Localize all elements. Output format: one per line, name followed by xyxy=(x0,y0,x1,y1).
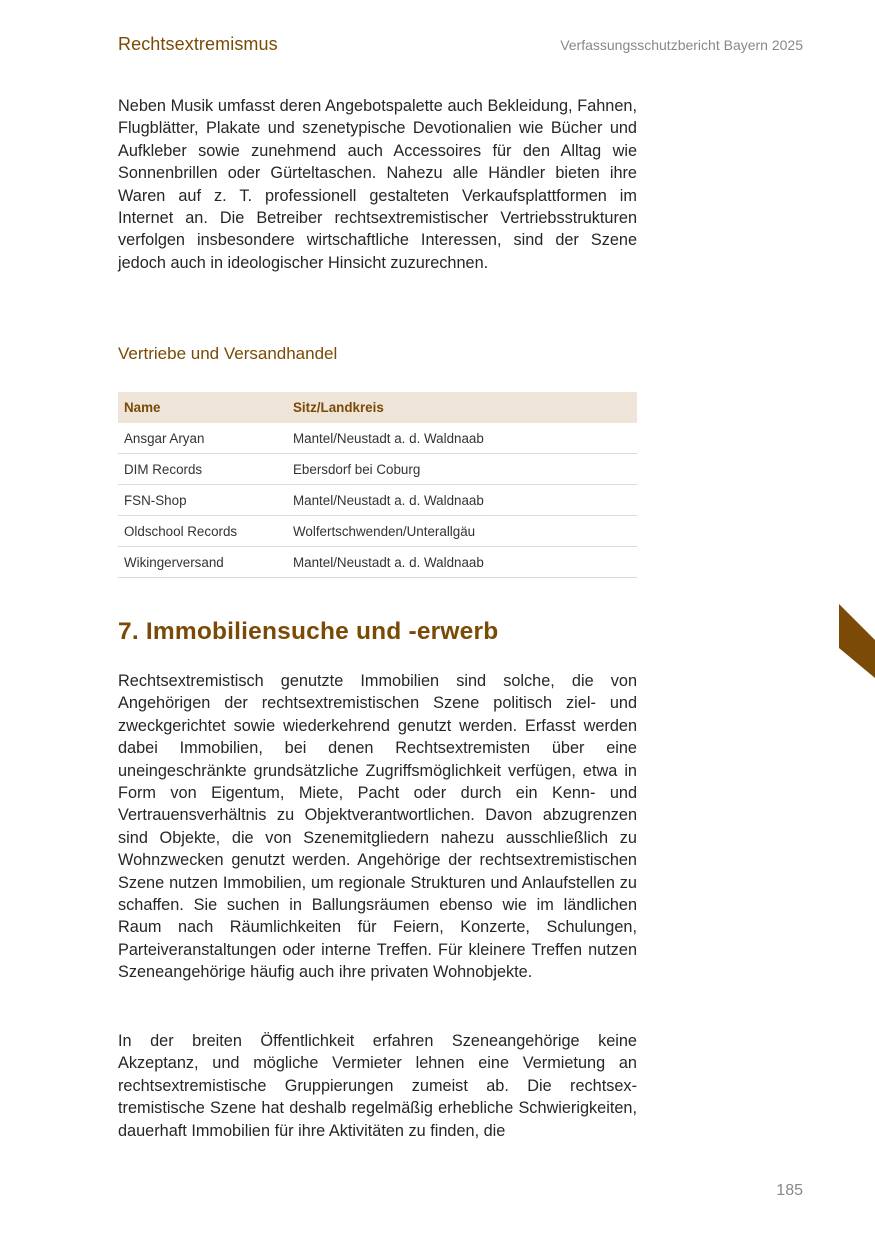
running-header-report-title: Verfassungsschutzbericht Bayern 2025 xyxy=(560,37,803,53)
table-row xyxy=(118,423,637,454)
vendor-location-cell: Mantel/Neustadt a. d. Waldnaab xyxy=(287,423,637,454)
vendor-name-cell: Ansgar Aryan xyxy=(118,423,287,454)
table-header-row xyxy=(118,392,637,423)
intro-paragraph: Neben Musik umfasst deren Angebotspalette auch Bekleidung, Fahnen, Flugblätter, Plakate und szenetypische Devotionalien wie Bücher und Aufkleber sowie zunehmend auch Accessoires für den Alltag wie Sonnenbrillen oder Gürteltaschen. Nahezu alle Händler bieten ihre Waren auf z. T. professionell gestalteten Verkaufsplattformen im Internet an. Die Betreiber rechtsextremistischer Vertriebsstrukturen verfolgen insbesondere wirtschaftliche Interessen, sind der Szene jedoch auch in ideologischer Hinsicht zuzurechnen. xyxy=(118,97,637,272)
vendor-location-cell: Mantel/Neustadt a. d. Waldnaab xyxy=(287,485,637,516)
vendor-location-cell: Ebersdorf bei Coburg xyxy=(287,454,637,485)
table-row xyxy=(118,516,637,547)
section-paragraph: Rechtsextremistisch genutzte Immobilien sind solche, die von Angehörigen der rechtsextremistischen Szene politisch ziel- und zweckgerichtet sowie wiederkehrend genutzt werden. Erfasst werden dabei Immobilien, bei denen Rechtsextremisten über eine uneingeschränkte grundsätzliche Zugriffsmöglichkeit verfügen, etwa in Form von Eigentum, Miete, Pacht oder durch ein Kenn- und Vertrauensverhältnis zu Objektverantwortlichen. Davon abzugrenzen sind Objekte, die von Szenemitgliedern nahezu ausschließlich zu Wohnzwecken genutzt werden. Angehörige der rechtsextremistischen Szene nutzen Immobilien, um regionale Strukturen und Anlaufstellen zu schaffen. Sie suchen in Ballungsräumen ebenso wie im ländlichen Raum nach Räumlichkeiten für Feiern, Konzerte, Schulungen, Parteiveranstaltungen oder interne Treffen. Für kleinere Treffen nutzen Szeneangehörige häufig auch ihre privaten Wohnobjekte. xyxy=(118,672,637,982)
column-header-name: Name xyxy=(118,392,287,423)
vendor-table xyxy=(118,392,637,578)
page-number: 185 xyxy=(776,1182,803,1199)
running-header-section: Rechtsextremismus xyxy=(118,34,278,54)
vendor-location-cell: Mantel/Neustadt a. d. Waldnaab xyxy=(287,547,637,578)
vendor-name-cell: DIM Records xyxy=(118,454,287,485)
vendor-name-cell: FSN-Shop xyxy=(118,485,287,516)
vendor-location-cell: Wolfertschwenden/Unterallgäu xyxy=(287,516,637,547)
section-heading: 7. Immobiliensuche und -erwerb xyxy=(118,618,499,645)
table-row xyxy=(118,485,637,516)
chapter-tab-marker xyxy=(839,604,875,678)
table-row xyxy=(118,454,637,485)
vendor-name-cell: Wikingerversand xyxy=(118,547,287,578)
table-title: Vertriebe und Versandhandel xyxy=(118,344,338,363)
table-row xyxy=(118,547,637,578)
section-paragraph: In der breiten Öffentlichkeit erfahren Szeneangehörige keine Akzeptanz, und mögliche Vermieter lehnen eine Vermietung an rechtsextremistische Gruppierungen zumeist ab. Die rechtsextremistische Szene hat deshalb regelmäßig erhebliche Schwierigkeiten, dauerhaft Immobilien für ihre Aktivitäten zu finden, die xyxy=(118,1032,637,1140)
vendor-name-cell: Oldschool Records xyxy=(118,516,287,547)
column-header-location: Sitz/Landkreis xyxy=(287,392,637,423)
